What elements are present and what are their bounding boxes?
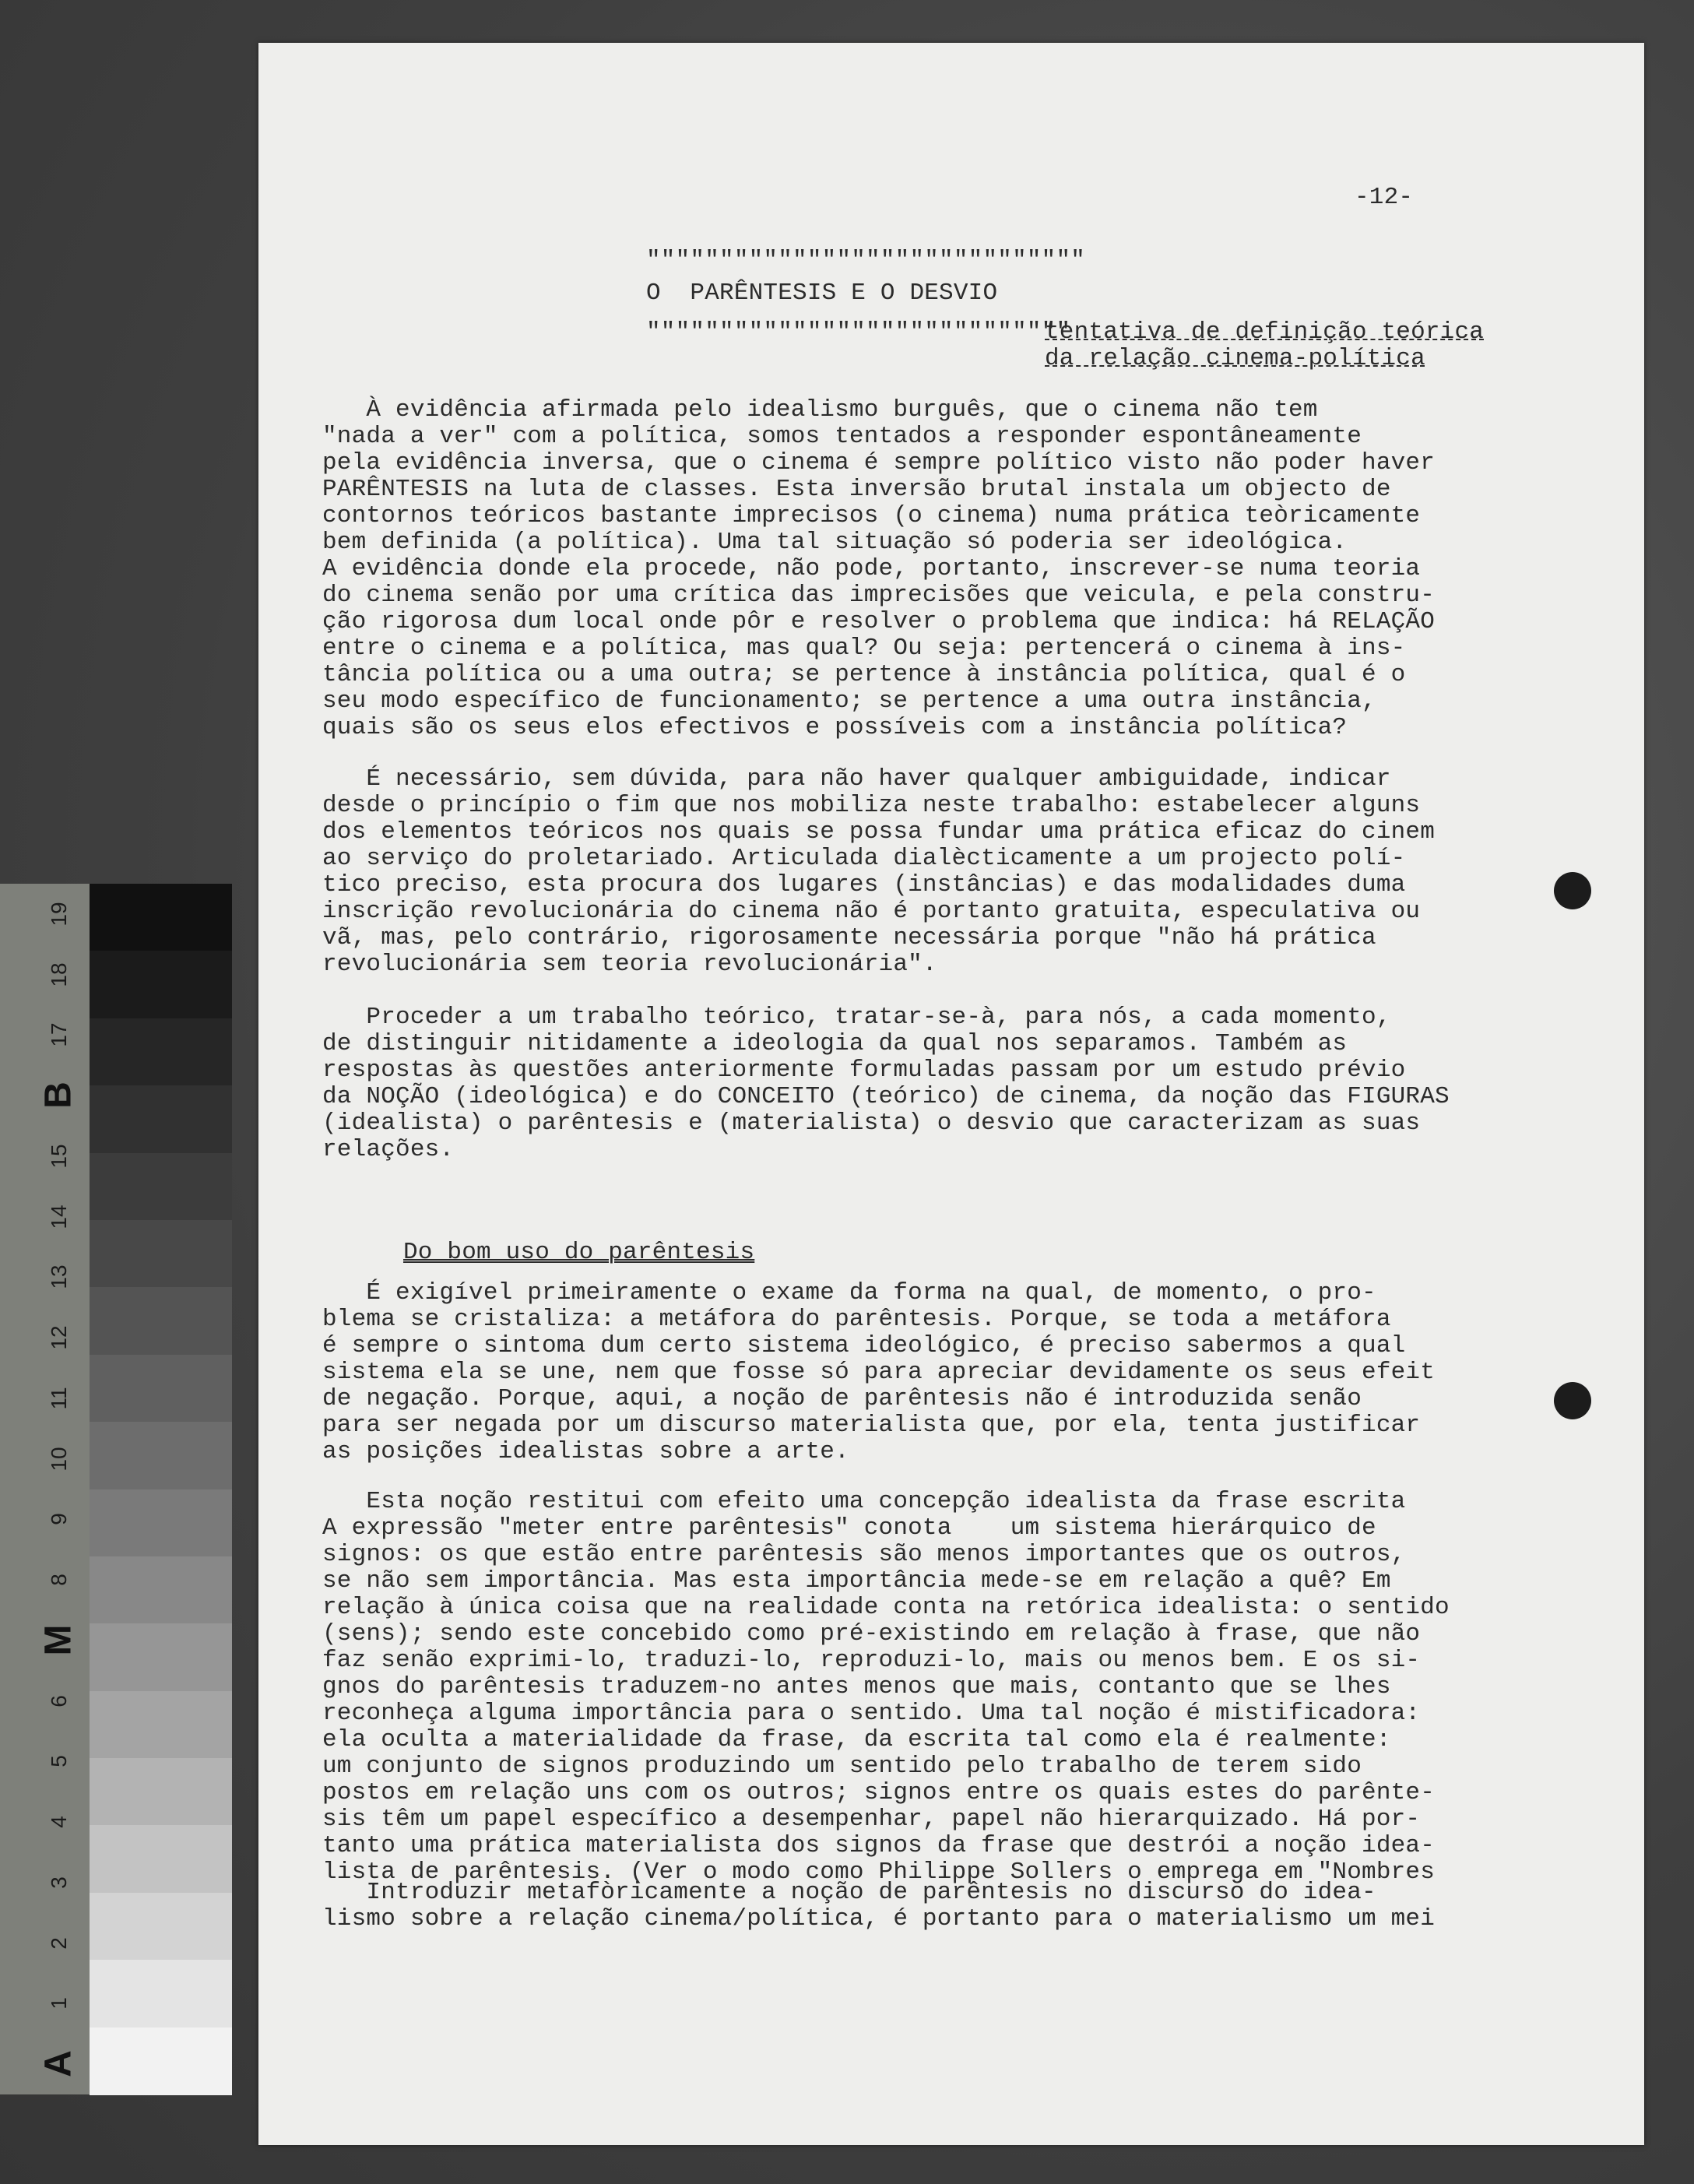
- text-line: seu modo específico de funcionamento; se pertence a uma outra instância,: [322, 688, 1376, 715]
- text-line: ela oculta a materialidade da frase, da escrita tal como ela é realmente:: [322, 1726, 1391, 1753]
- text-line: do cinema senão por uma crítica das imprecisões que veicula, e pela constru-: [322, 582, 1436, 609]
- title-quote-marks-top: """""""""""""""""""""""""""""": [646, 247, 1086, 274]
- text-line: relação à única coisa que na realidade conta na retórica idealista: o sentido: [322, 1594, 1450, 1621]
- section-heading: Do bom uso do parêntesis: [403, 1239, 755, 1266]
- subtitle-line-1: tentativa de definição teórica: [1045, 318, 1485, 346]
- text-line: "nada a ver" com a política, somos tentados a responder espontâneamente: [322, 423, 1362, 450]
- text-line: tico preciso, esta procura dos lugares (instâncias) e das modalidades duma: [322, 871, 1406, 899]
- strip-number: 19: [47, 902, 71, 927]
- text-line: gnos do parêntesis traduzem-no antes menos que mais, contanto que se lhes: [322, 1673, 1391, 1700]
- text-line: quais são os seus elos efectivos e possíveis com a instância política?: [322, 714, 1348, 741]
- strip-number: 10: [47, 1447, 71, 1472]
- text-line: Esta noção restitui com efeito uma concepção idealista da frase escrita: [322, 1488, 1406, 1515]
- text-line: as posições idealistas sobre a arte.: [322, 1438, 849, 1465]
- text-line: lista de parêntesis. (Ver o modo como Philippe Sollers o emprega em "Nombres: [322, 1859, 1436, 1886]
- strip-letter: A: [37, 2050, 79, 2077]
- text-line: sis têm um papel específico a desempenhar, papel não hierarquizado. Há por-: [322, 1806, 1421, 1833]
- text-line: pela evidência inversa, que o cinema é sempre político visto não poder haver: [322, 449, 1436, 477]
- strip-number: 14: [47, 1205, 71, 1229]
- text-line: À evidência afirmada pelo idealismo burguês, que o cinema não tem: [322, 396, 1318, 424]
- text-line: entre o cinema e a política, mas qual? Ou seja: pertencerá o cinema à ins-: [322, 635, 1406, 662]
- page-number: -12-: [1355, 184, 1414, 211]
- text-line: (sens); sendo este concebido como pré-existindo em relação à frase, que não: [322, 1620, 1421, 1648]
- text-line: A expressão "meter entre parêntesis" conota um sistema hierárquico de: [322, 1514, 1376, 1542]
- text-line: reconheça alguma importância para o sentido. Uma tal noção é mistificadora:: [322, 1700, 1421, 1727]
- text-line: lismo sobre a relação cinema/política, é portanto para o materialismo um mei: [322, 1905, 1436, 1933]
- text-line: A evidência donde ela procede, não pode, portanto, inscrever-se numa teoria: [322, 555, 1421, 582]
- page-title: O PARÊNTESIS E O DESVIO: [646, 280, 998, 307]
- subtitle-line-2: da relação cinema-política: [1045, 345, 1425, 372]
- strip-number: 5: [47, 1755, 71, 1768]
- text-line: sistema ela se une, nem que fosse só para apreciar devidamente os seus efeit: [322, 1359, 1436, 1386]
- text-line: respostas às questões anteriormente formuladas passam por um estudo prévio: [322, 1057, 1406, 1084]
- text-line: faz senão exprimi-lo, traduzi-lo, reproduzi-lo, mais ou menos bem. E os si-: [322, 1647, 1421, 1674]
- strip-number: 9: [47, 1513, 71, 1526]
- text-line: revolucionária sem teoria revolucionária".: [322, 951, 937, 978]
- text-line: dos elementos teóricos nos quais se possa fundar uma prática eficaz do cinem: [322, 818, 1436, 846]
- text-line: inscrição revolucionária do cinema não é portanto gratuita, especulativa ou: [322, 898, 1421, 925]
- strip-number: 11: [47, 1387, 71, 1410]
- text-line: de negação. Porque, aqui, a noção de parêntesis não é introduzida senão: [322, 1385, 1362, 1412]
- text-line: contornos teóricos bastante imprecisos (o cinema) numa prática teòricamente: [322, 502, 1421, 529]
- text-line: tância política ou a uma outra; se pertence à instância política, qual é o: [322, 661, 1406, 688]
- text-line: tanto uma prática materialista dos signos da frase que destrói a noção idea-: [322, 1832, 1436, 1859]
- text-line: de distinguir nitidamente a ideologia da qual nos separamos. Também as: [322, 1030, 1348, 1057]
- text-line: relações.: [322, 1136, 455, 1163]
- text-line: blema se cristaliza: a metáfora do parêntesis. Porque, se toda a metáfora: [322, 1306, 1391, 1333]
- text-line: bem definida (a política). Uma tal situação só poderia ser ideológica.: [322, 529, 1348, 556]
- strip-number: 3: [47, 1876, 71, 1889]
- text-line: PARÊNTESIS na luta de classes. Esta inversão brutal instala um objecto de: [322, 476, 1391, 503]
- text-line: Introduzir metafòricamente a noção de parêntesis no discurso do idea-: [322, 1879, 1376, 1906]
- text-line: signos: os que estão entre parêntesis são menos importantes que os outros,: [322, 1541, 1406, 1568]
- strip-letter: M: [37, 1624, 79, 1656]
- text-line: Proceder a um trabalho teórico, tratar-se-à, para nós, a cada momento,: [322, 1004, 1391, 1031]
- strip-number: 8: [47, 1574, 71, 1586]
- strip-number: 17: [47, 1022, 71, 1047]
- text-line: É exigível primeiramente o exame da forma na qual, de momento, o pro-: [322, 1279, 1376, 1307]
- strip-letter: B: [37, 1081, 79, 1109]
- strip-number: 13: [47, 1264, 71, 1289]
- text-line: um conjunto de signos produzindo um sentido pelo trabalho de terem sido: [322, 1753, 1362, 1780]
- text-line: ção rigorosa dum local onde pôr e resolver o problema que indica: há RELAÇÃO: [322, 608, 1436, 635]
- text-line: (idealista) o parêntesis e (materialista) o desvio que caracterizam as suas: [322, 1110, 1421, 1137]
- text-line: vã, mas, pelo contrário, rigorosamente necessária porque "não há prática: [322, 924, 1376, 951]
- text-line: É necessário, sem dúvida, para não haver qualquer ambiguidade, indicar: [322, 765, 1391, 793]
- strip-number: 6: [47, 1694, 71, 1707]
- text-line: ao serviço do proletariado. Articulada dialècticamente a um projecto polí-: [322, 845, 1406, 872]
- strip-number: 4: [47, 1816, 71, 1828]
- strip-number: 15: [47, 1144, 71, 1169]
- strip-number: 2: [47, 1936, 71, 1950]
- title-quote-marks-bottom: """"""""""""""""""""""""""""": [646, 318, 1071, 346]
- text-line: é sempre o sintoma dum certo sistema ideológico, é preciso sabermos a qual: [322, 1332, 1406, 1359]
- strip-number: 18: [47, 962, 71, 987]
- text-line: postos em relação uns com os outros; signos entre os quais estes do parênte-: [322, 1779, 1436, 1806]
- text-line: para ser negada por um discurso materialista que, por ela, tenta justificar: [322, 1412, 1421, 1439]
- strip-number: 12: [47, 1325, 71, 1350]
- text-line: desde o princípio o fim que nos mobiliza neste trabalho: estabelecer alguns: [322, 792, 1421, 819]
- text-line: da NOÇÃO (ideológica) e do CONCEITO (teórico) de cinema, da noção das FIGURAS: [322, 1083, 1450, 1110]
- strip-number: 1: [47, 1997, 71, 2010]
- text-line: se não sem importância. Mas esta importância mede-se em relação a quê? Em: [322, 1567, 1391, 1595]
